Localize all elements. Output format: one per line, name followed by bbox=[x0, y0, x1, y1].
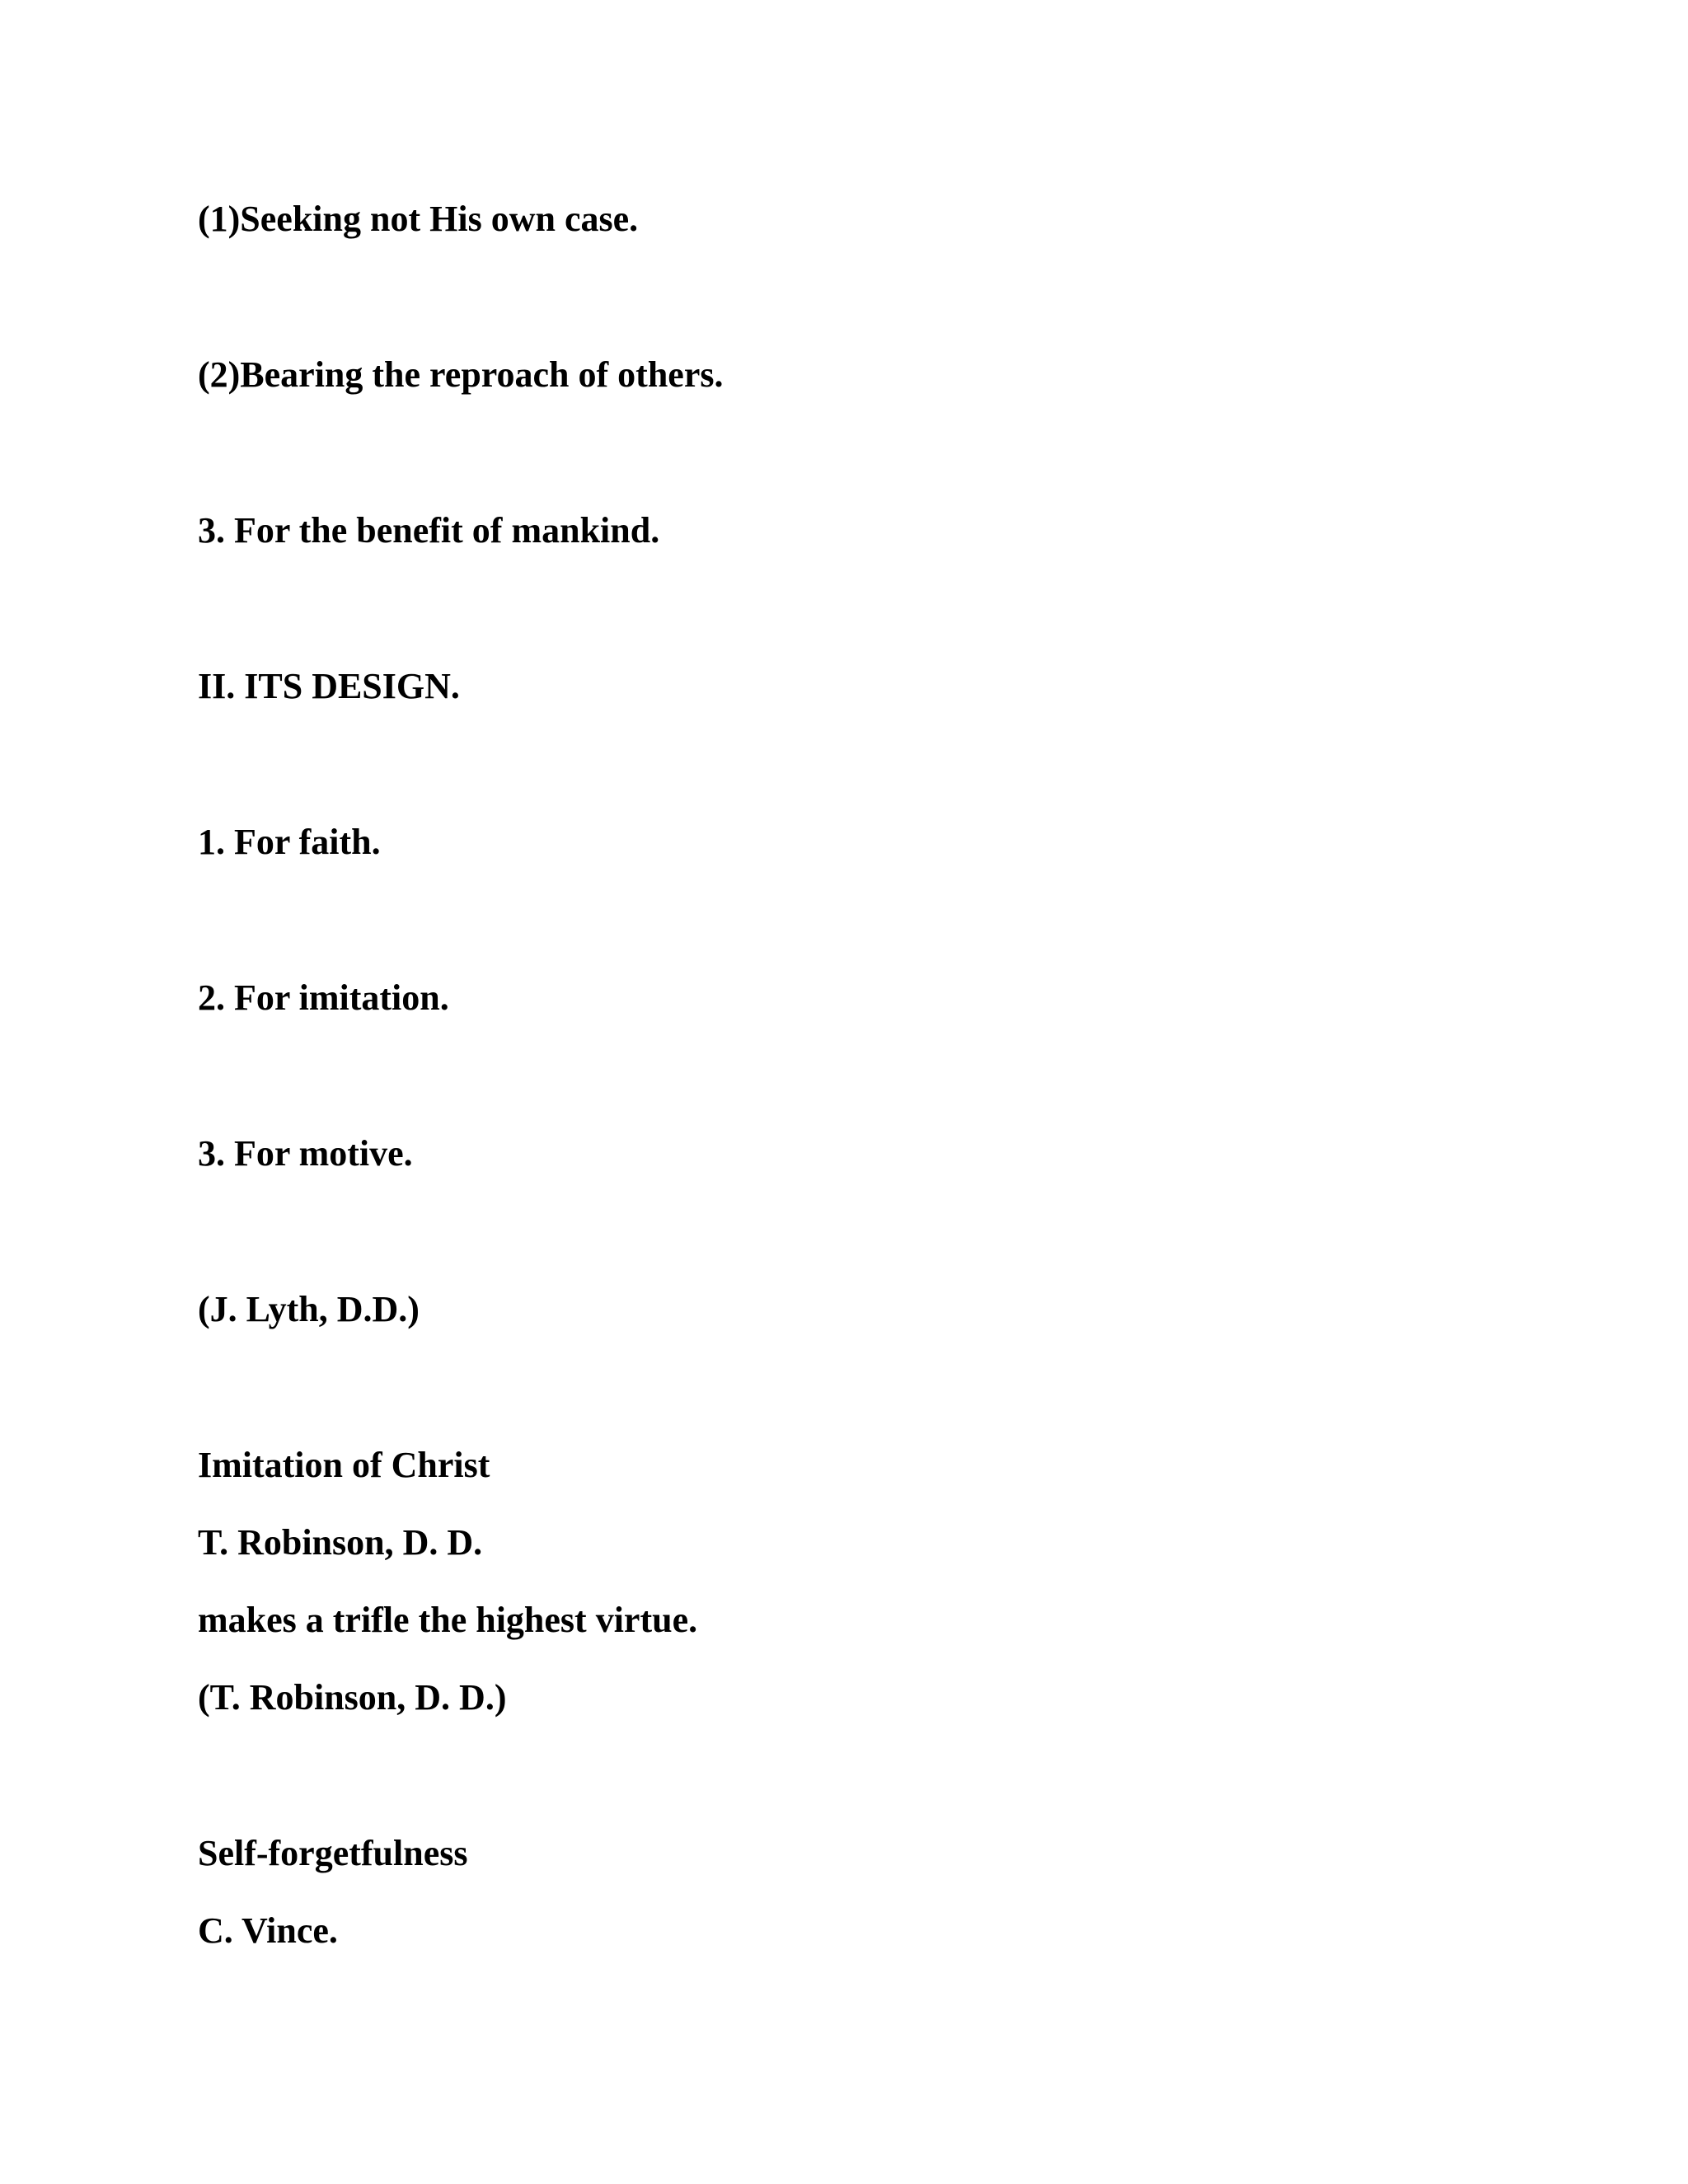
text-line-bearing: (2)Bearing the reproach of others. bbox=[198, 354, 724, 395]
heading-self-forgetfulness: Self-forgetfulness bbox=[198, 1833, 468, 1873]
text-line-faith: 1. For faith. bbox=[198, 822, 381, 862]
text-line-benefit: 3. For the benefit of mankind. bbox=[198, 510, 660, 551]
attribution-lyth: (J. Lyth, D.D.) bbox=[198, 1289, 420, 1329]
heading-imitation-of-christ: Imitation of Christ bbox=[198, 1445, 490, 1485]
text-line-seeking: (1)Seeking not His own case. bbox=[198, 199, 639, 239]
author-vince: C. Vince. bbox=[198, 1910, 338, 1951]
section-heading-design: II. ITS DESIGN. bbox=[198, 666, 460, 706]
text-line-trifle: makes a trifle the highest virtue. bbox=[198, 1600, 698, 1640]
text-line-motive: 3. For motive. bbox=[198, 1133, 413, 1174]
text-line-imitation: 2. For imitation. bbox=[198, 977, 449, 1018]
author-robinson: T. Robinson, D. D. bbox=[198, 1522, 483, 1563]
attribution-robinson: (T. Robinson, D. D.) bbox=[198, 1677, 507, 1718]
